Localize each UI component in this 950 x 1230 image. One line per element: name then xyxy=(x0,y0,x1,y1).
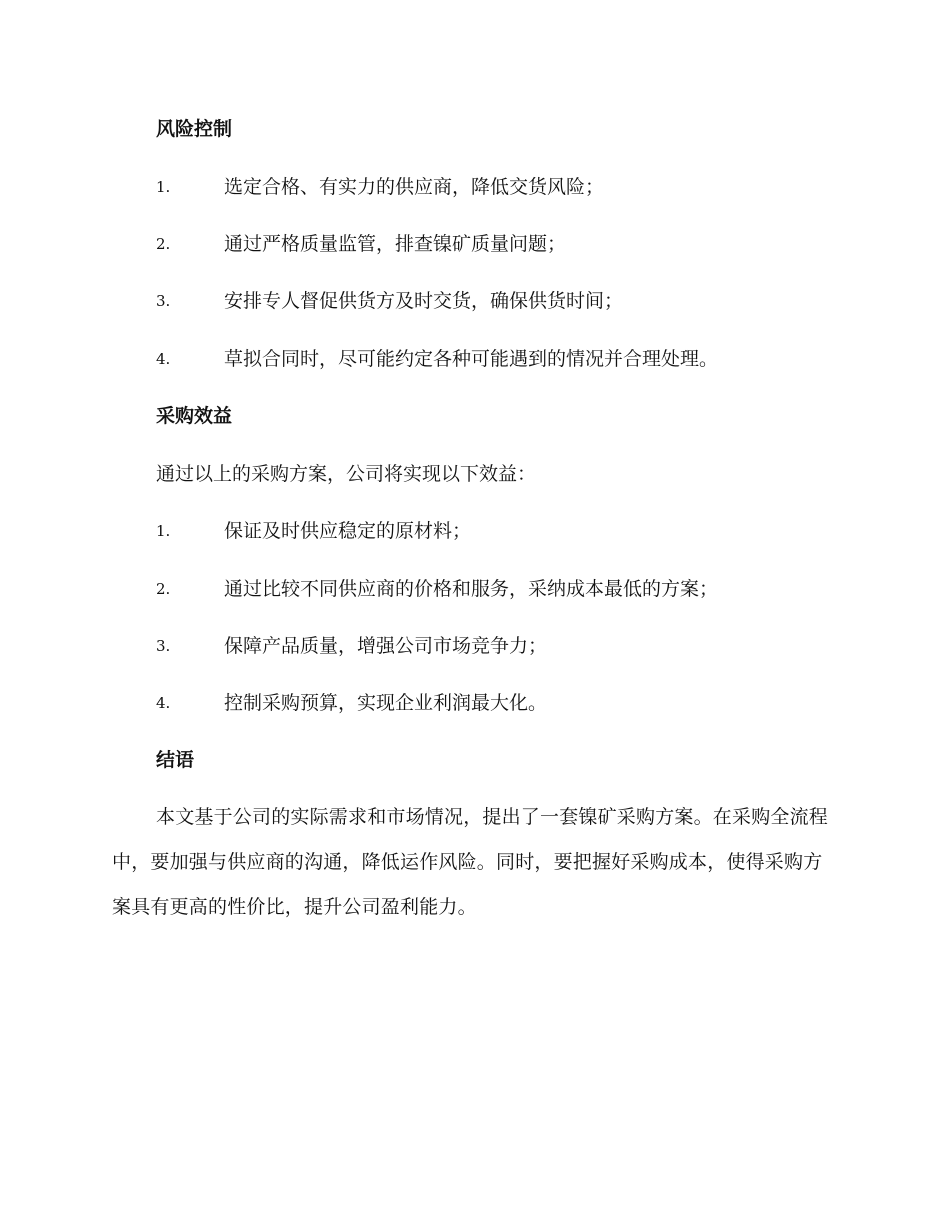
list-item xyxy=(156,632,856,660)
list-number: 3. xyxy=(156,292,171,310)
list-number: 1. xyxy=(156,178,171,196)
conclusion-paragraph: 本文基于公司的实际需求和市场情况，提出了一套镍矿采购方案。在采购全流程中，要加强与供应商的沟通，降低运作风险。同时，要把握好采购成本，使得采购方案具有更高的性价比，提升公司盈利能力。 xyxy=(112,806,829,918)
list-text: 保障产品质量，增强公司市场竞争力； xyxy=(224,635,548,657)
list-number: 4. xyxy=(156,350,171,368)
benefit-intro: 通过以上的采购方案，公司将实现以下效益： xyxy=(156,463,537,485)
list-item xyxy=(156,230,856,258)
list-text: 保证及时供应稳定的原材料； xyxy=(224,520,472,542)
list-number: 1. xyxy=(156,522,171,540)
list-number: 2. xyxy=(156,580,171,598)
list-text: 草拟合同时，尽可能约定各种可能遇到的情况并合理处理。 xyxy=(224,348,719,370)
section-heading-conclusion: 结语 xyxy=(156,749,195,771)
list-text: 通过比较不同供应商的价格和服务，采纳成本最低的方案； xyxy=(224,578,719,600)
list-item xyxy=(156,173,856,201)
list-text: 控制采购预算，实现企业利润最大化。 xyxy=(224,692,548,714)
section-heading-risk-control: 风险控制 xyxy=(156,118,233,140)
list-number: 2. xyxy=(156,235,171,253)
list-item xyxy=(156,345,856,373)
list-item xyxy=(156,689,856,717)
list-text: 通过严格质量监管，排查镍矿质量问题； xyxy=(224,233,567,255)
list-item xyxy=(156,575,856,603)
list-text: 选定合格、有实力的供应商，降低交货风险； xyxy=(224,176,605,198)
list-item xyxy=(156,517,856,545)
list-text: 安排专人督促供货方及时交货，确保供货时间； xyxy=(224,290,624,312)
list-number: 4. xyxy=(156,694,171,712)
list-item xyxy=(156,287,856,315)
section-heading-procurement-benefit: 采购效益 xyxy=(156,405,233,427)
list-number: 3. xyxy=(156,637,171,655)
